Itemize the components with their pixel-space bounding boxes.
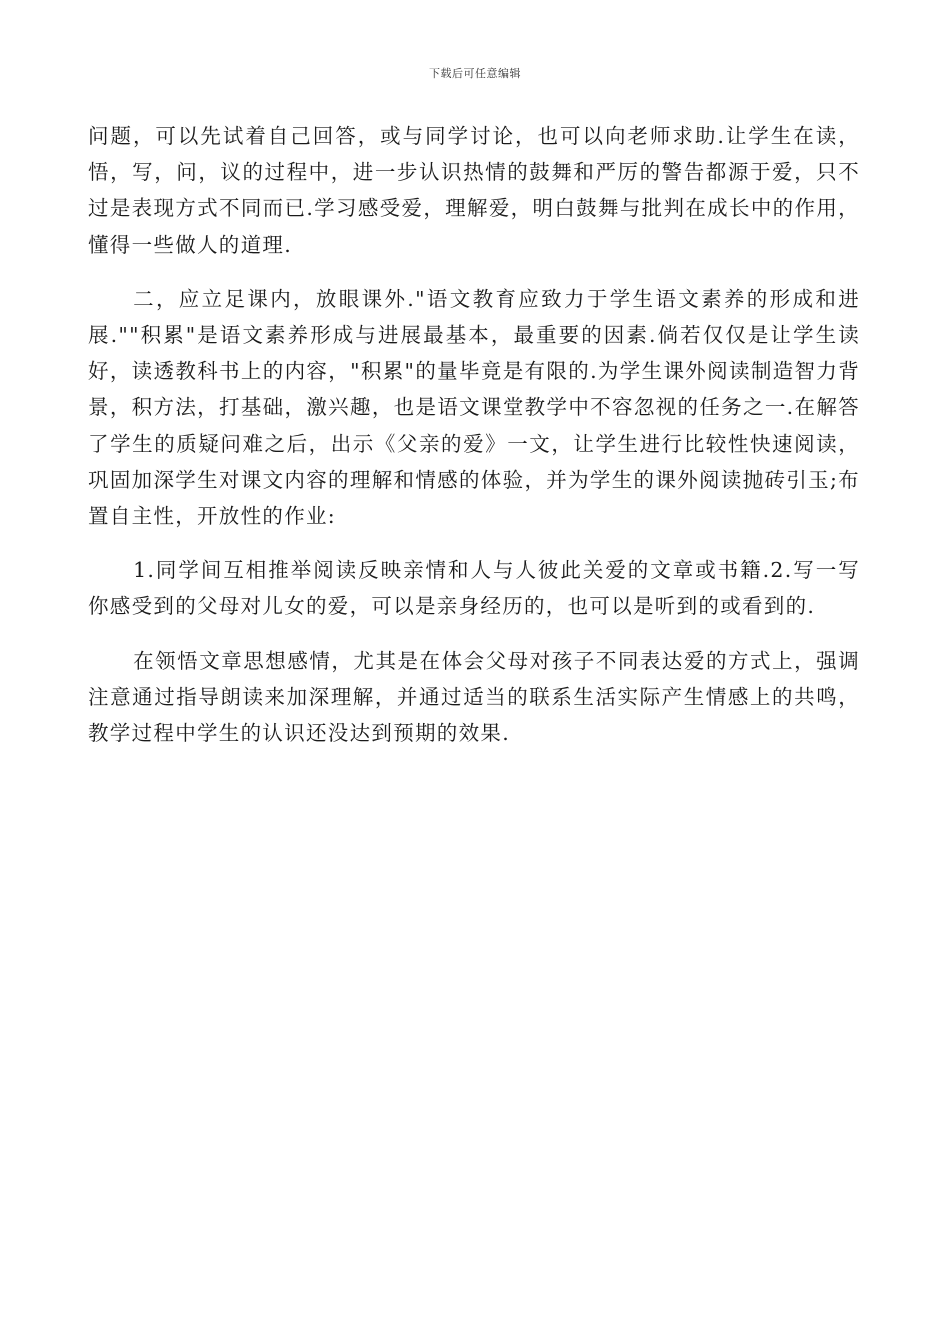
page-header: 下载后可任意编辑	[429, 67, 521, 80]
paragraph-extracurricular: 二，应立足课内，放眼课外."语文教育应致力于学生语文素养的形成和进展.""积累"是语文素养形成与进展最基本，最重要的因素.倘若仅仅是让学生读好，读透教科书上的内容，"积累"的量毕竟是有限的.为学生课外阅读制造智力背景，积方法，打基础，激兴趣，也是语文课堂教学中不容忽视的任务之一.在解答了学生的质疑问难之后，出示《父亲的爱》一文，让学生进行比较性快速阅读，巩固加深学生对课文内容的理解和情感的体验，并为学生的课外阅读抛砖引玉;布置自主性，开放性的作业:	[88, 286, 860, 529]
paragraph-reflection: 在领悟文章思想感情，尤其是在体会父母对孩子不同表达爱的方式上，强调注意通过指导朗读来加深理解，并通过适当的联系生活实际产生情感上的共鸣，教学过程中学生的认识还没达到预期的效果.	[88, 648, 860, 746]
paragraph-continuation: 问题，可以先试着自己回答，或与同学讨论，也可以向老师求助.让学生在读，悟，写，问，议的过程中，进一步认识热情的鼓舞和严厉的警告都源于爱，只不过是表现方式不同而已.学习感受爱，理解爱，明白鼓舞与批判在成长中的作用，懂得一些做人的道理.	[88, 124, 860, 257]
paragraph-assignments: 1.同学间互相推举阅读反映亲情和人与人彼此关爱的文章或书籍.2.写一写你感受到的父母对儿女的爱，可以是亲身经历的，也可以是听到的或看到的.	[88, 558, 860, 619]
document-body	[88, 118, 860, 751]
